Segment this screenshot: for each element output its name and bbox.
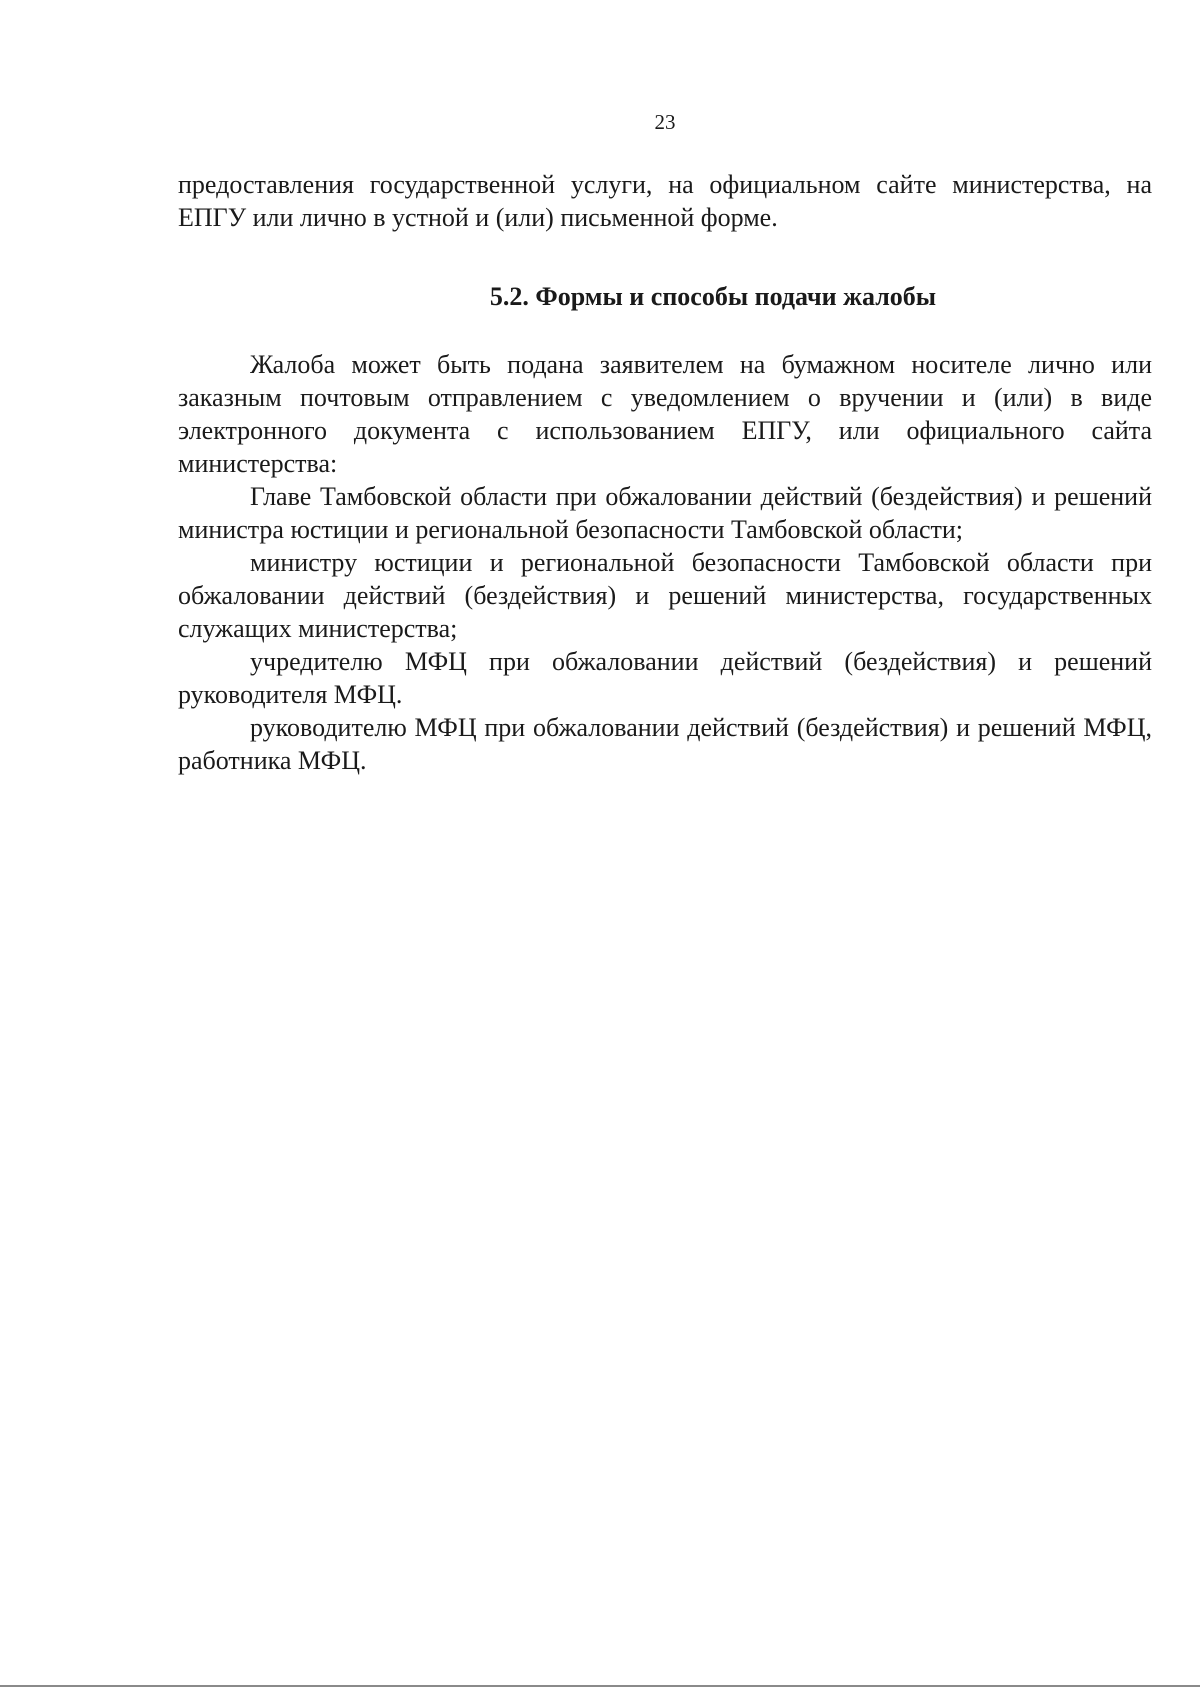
document-body xyxy=(178,168,1152,777)
paragraph-minister: министру юстиции и региональной безопасности Тамбовской области при обжаловании действий (бездействия) и решений министерства, государственных служащих министерства; xyxy=(178,548,1152,643)
paragraph-complaint-submission: Жалоба может быть подана заявителем на бумажном носителе лично или заказным почтовым отправлением с уведомлением о вручении и (или) в виде электронного документа с использованием ЕПГУ, или официального сайта министерства: xyxy=(178,350,1152,478)
paragraph-mfc-founder: учредителю МФЦ при обжаловании действий (бездействия) и решений руководителя МФЦ. xyxy=(178,647,1152,709)
paragraph-mfc-head: руководителю МФЦ при обжаловании действий (бездействия) и решений МФЦ, работника МФЦ. xyxy=(178,713,1152,775)
intro-paragraph: предоставления государственной услуги, на официальном сайте министерства, на ЕПГУ или лично в устной и (или) письменной форме. xyxy=(178,170,1152,232)
paragraph-governor: Главе Тамбовской области при обжаловании действий (бездействия) и решений министра юстиции и региональной безопасности Тамбовской области; xyxy=(178,482,1152,544)
scan-bottom-edge xyxy=(0,1685,1200,1687)
page-number: 23 xyxy=(654,110,676,134)
section-heading: 5.2. Формы и способы подачи жалобы xyxy=(489,282,937,311)
